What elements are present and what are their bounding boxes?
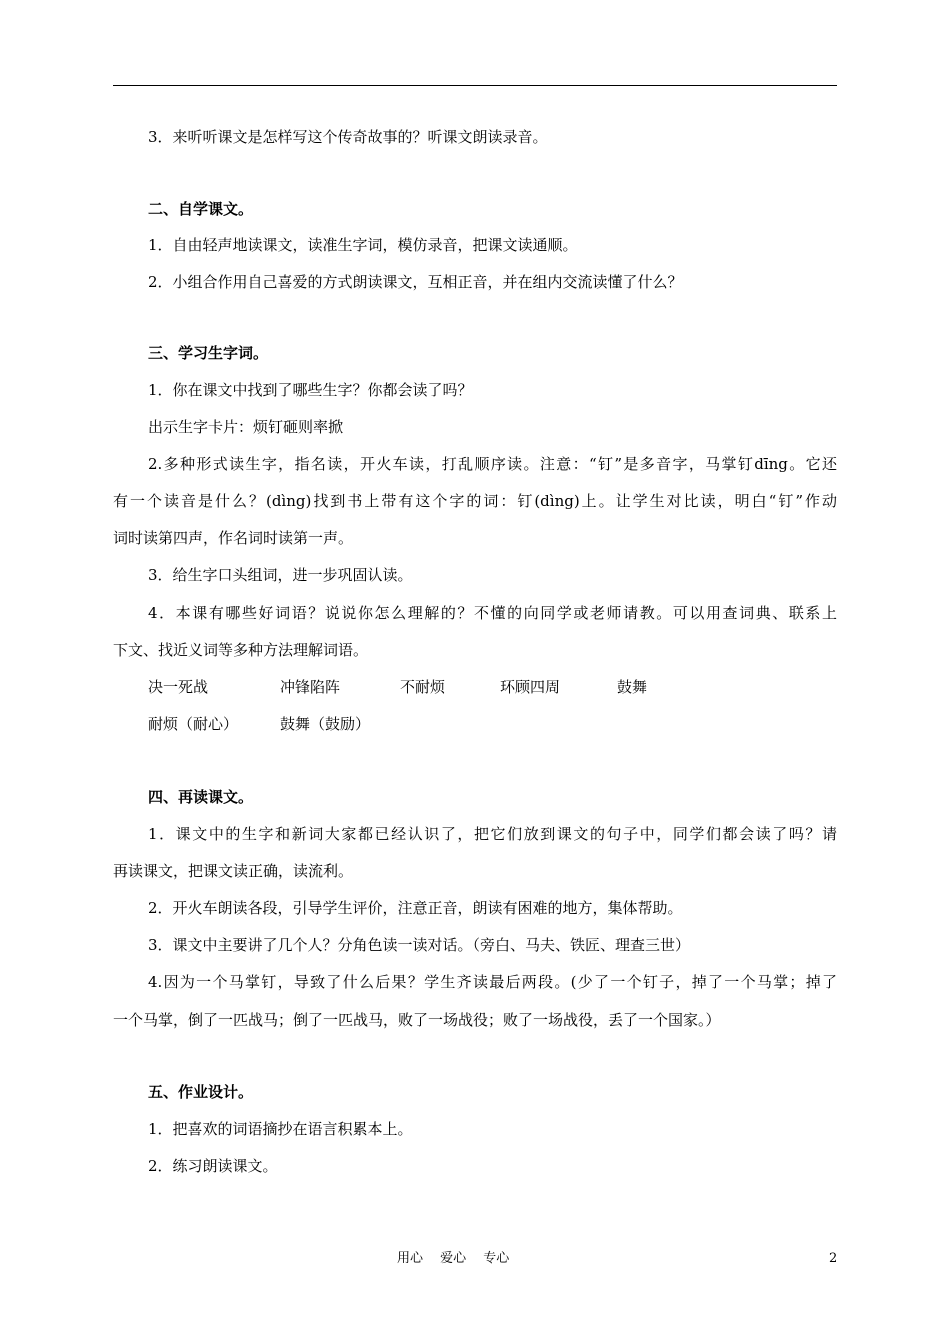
paragraph-line: 再读课文，把课文读正确，读流利。 <box>113 862 354 880</box>
page-number: 2 <box>829 1251 838 1266</box>
paragraph-line: 一个马掌，倒了一匹战马；倒了一匹战马，败了一场战役；败了一场战役，丢了一个国家。） <box>113 1011 721 1029</box>
header-rule <box>113 85 837 86</box>
section-heading-5: 五、作业设计。 <box>148 1083 254 1101</box>
paragraph-line: 词时读第四声，作名词时读第一声。 <box>113 529 354 547</box>
paragraph-line: 4.因为一个马掌钉，导致了什么后果？学生齐读最后两段。(少了一个钉子，掉了一个马掌；掉了 <box>148 973 837 991</box>
paragraph-line: 下文、找近义词等多种方法理解词语。 <box>113 641 369 659</box>
paragraph-line: 2．练习朗读课文。 <box>148 1157 278 1175</box>
vocab-word: 鼓舞 <box>617 678 648 696</box>
vocab-word: 耐烦（耐心） <box>148 715 239 733</box>
footer-motto: 用心 爱心 专心 <box>397 1251 510 1266</box>
vocab-word: 冲锋陷阵 <box>280 678 341 696</box>
paragraph-line: 3．课文中主要讲了几个人？分角色读一读对话。（旁白、马夫、铁匠、理查三世） <box>148 936 691 954</box>
paragraph-line: 有一个读音是什么？(dìng)找到书上带有这个字的词：钉(dìng)上。让学生对比读，明白“钉”作动 <box>113 492 837 510</box>
paragraph-line: 1．你在课文中找到了哪些生字？你都会读了吗？ <box>148 381 473 399</box>
paragraph-line: 2.多种形式读生字，指名读，开火车读，打乱顺序读。注意：“钉”是多音字，马掌钉dīng。它还 <box>148 455 837 473</box>
paragraph-line: 2．小组合作用自己喜爱的方式朗读课文，互相正音，并在组内交流读懂了什么？ <box>148 273 683 291</box>
paragraph-line: 3．给生字口头组词，进一步巩固认读。 <box>148 566 413 584</box>
paragraph-line: 3．来听听课文是怎样写这个传奇故事的？听课文朗读录音。 <box>148 128 548 146</box>
vocab-word: 不耐烦 <box>400 678 446 696</box>
vocab-word: 决一死战 <box>148 678 209 696</box>
section-heading-2: 二、自学课文。 <box>148 200 254 218</box>
vocab-word: 环顾四周 <box>500 678 561 696</box>
paragraph-line: 1．课文中的生字和新词大家都已经认识了，把它们放到课文的句子中，同学们都会读了吗？请 <box>148 825 837 843</box>
paragraph-line: 1．把喜欢的词语摘抄在语言积累本上。 <box>148 1120 413 1138</box>
paragraph-line: 1．自由轻声地读课文，读准生字词，模仿录音，把课文读通顺。 <box>148 236 578 254</box>
vocab-word: 鼓舞（鼓励） <box>280 715 371 733</box>
paragraph-line: 2．开火车朗读各段，引导学生评价，注意正音，朗读有困难的地方，集体帮助。 <box>148 899 683 917</box>
paragraph-line: 4．本课有哪些好词语？说说你怎么理解的？不懂的向同学或老师请教。可以用查词典、联系上 <box>148 604 837 622</box>
section-heading-3: 三、学习生字词。 <box>148 344 269 362</box>
section-heading-4: 四、再读课文。 <box>148 788 254 806</box>
flashcard-line: 出示生字卡片：烦钉砸则率掀 <box>148 418 344 436</box>
